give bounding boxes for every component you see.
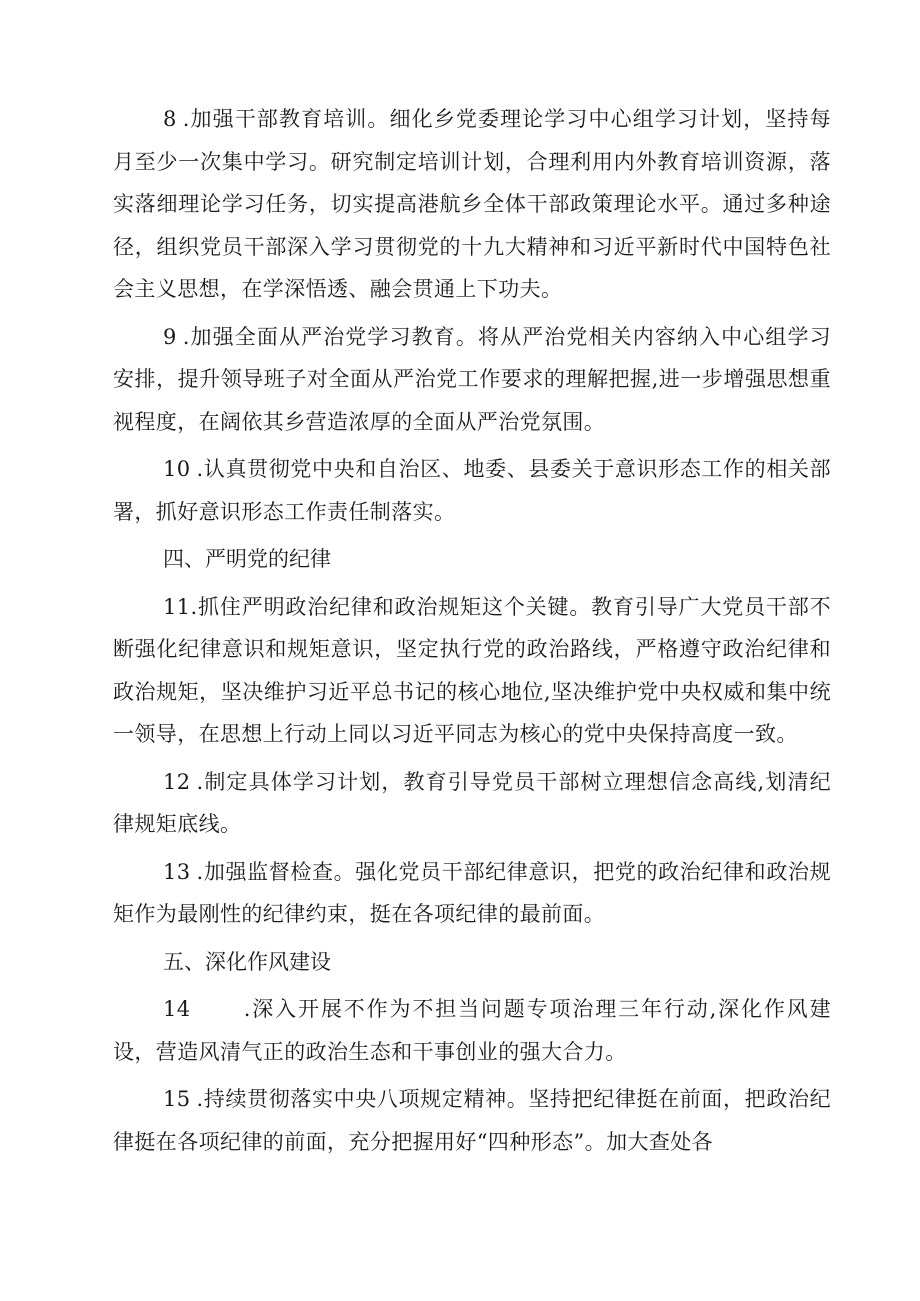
paragraph-text: .制定具体学习计划，教育引导党员干部树立理想信念高线,划清纪律规矩底线。: [113, 769, 831, 836]
paragraph-12: [113, 761, 831, 846]
document-body: [113, 98, 831, 1168]
paragraph-10: [113, 448, 831, 533]
paragraph-number: 8: [163, 107, 177, 131]
paragraph-number: 10: [163, 457, 191, 481]
paragraph-number: 15: [163, 1087, 191, 1111]
paragraph-9: [113, 316, 831, 444]
paragraph-number: 12: [163, 769, 191, 794]
paragraph-text: 抓住严明政治纪律和政治规矩这个关键。教育引导广大党员干部不断强化纪律意识和规矩意识，坚定执行党的政治路线，严格遵守政治纪律和政治规矩，坚决维护习近平总书记的核心地位,坚决维护党中央权威和集中统一领导，在思想上行动上同以习近平同志为核心的党中央保持高度一致。: [113, 594, 831, 746]
section-heading-discipline: 四、严明党的纪律: [163, 547, 331, 571]
paragraph-text: .持续贯彻落实中央八项规定精神。坚持把纪律挺在前面，把政治纪律挺在各项纪律的前面，充分把握用好“四种形态”。加大查处各: [113, 1087, 831, 1154]
paragraph-8: [113, 98, 831, 311]
paragraph-text: .认真贯彻党中央和自治区、地委、县委关于意识形态工作的相关部署，抓好意识形态工作责任制落实。: [113, 457, 831, 524]
paragraph-number: 11.: [163, 594, 198, 619]
paragraph-number: 14: [163, 997, 191, 1021]
paragraph-text: .深入开展不作为不担当问题专项治理三年行动,深化作风建设，营造风清气正的政治生态和干事创业的强大合力。: [113, 997, 831, 1064]
section-heading-work-style: 五、深化作风建设: [163, 949, 331, 974]
paragraph-text: .加强全面从严治党学习教育。将从严治党相关内容纳入中心组学习安排，提升领导班子对全面从严治党工作要求的理解把握,进一步增强思想重视程度，在阔依其乡营造浓厚的全面从严治党氛围。: [113, 324, 831, 434]
paragraph-number: 13: [163, 859, 191, 884]
paragraph-14: [113, 988, 831, 1073]
paragraph-number: 9: [163, 324, 177, 349]
paragraph-13: [113, 851, 831, 936]
paragraph-text: .加强监督检查。强化党员干部纪律意识，把党的政治纪律和政治规矩作为最刚性的纪律约束，挺在各项纪律的最前面。: [113, 859, 831, 926]
paragraph-11: [113, 586, 831, 756]
paragraph-text: .加强干部教育培训。细化乡党委理论学习中心组学习计划，坚持每月至少一次集中学习。研究制定培训计划，合理利用内外教育培训资源，落实落细理论学习任务，切实提高港航乡全体干部政策理论水平。通过多种途径，组织党员干部深入学习贯彻党的十九大精神和习近平新时代中国特色社会主义思想，在学深悟透、融会贯通上下功夫。: [113, 107, 831, 301]
paragraph-15: [113, 1078, 831, 1163]
